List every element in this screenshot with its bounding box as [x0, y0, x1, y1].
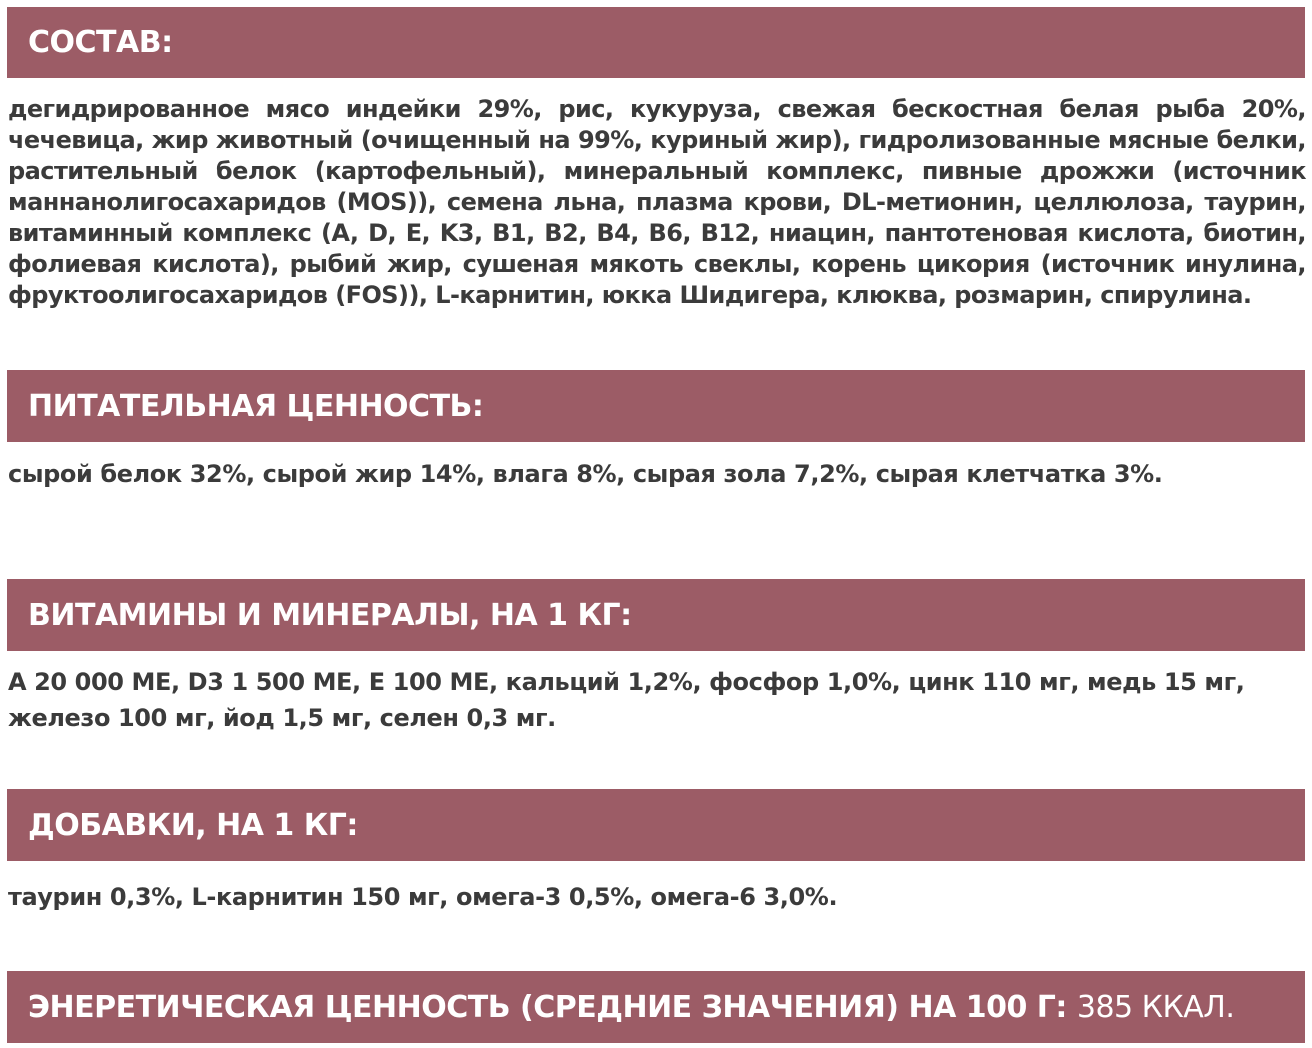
composition-text — [8, 94, 1306, 311]
composition-line: фолиевая кислота), рыбий жир, сушеная мякоть свеклы, корень цикория (источник инулина, — [8, 250, 1306, 278]
composition-line: витаминный комплекс (A, D, E, K3, B1, B2, B4, B6, B12, ниацин, пантотеновая кислота, биотин, — [8, 219, 1306, 247]
energy-header — [7, 971, 1305, 1043]
composition-line: фруктоолигосахаридов (FOS)), L-карнитин, юкка Шидигера, клюква, розмарин, спирулина. — [8, 281, 1252, 309]
nutrition-title: ПИТАТЕЛЬНАЯ ЦЕННОСТЬ: — [28, 388, 484, 424]
additives-header — [7, 789, 1305, 861]
nutrition-text: сырой белок 32%, сырой жир 14%, влага 8%, сырая зола 7,2%, сырая клетчатка 3%. — [8, 460, 1163, 488]
vitamins-title: ВИТАМИНЫ И МИНЕРАЛЫ, НА 1 КГ: — [28, 597, 632, 633]
vitamins-header — [7, 579, 1305, 651]
additives-text: таурин 0,3%, L-карнитин 150 мг, омега-3 0,5%, омега-6 3,0%. — [8, 883, 838, 911]
composition-header — [7, 7, 1305, 78]
nutrition-header — [7, 370, 1305, 442]
energy-value: 385 ККАЛ. — [1076, 989, 1235, 1025]
additives-title: ДОБАВКИ, НА 1 КГ: — [28, 807, 358, 843]
composition-line: растительный белок (картофельный), минеральный комплекс, пивные дрожжи (источник — [8, 157, 1306, 185]
composition-line: дегидрированное мясо индейки 29%, рис, кукуруза, свежая бескостная белая рыба 20%, — [8, 95, 1306, 123]
composition-line: чечевица, жир животный (очищенный на 99%, куриный жир), гидролизованные мясные белки, — [8, 126, 1306, 154]
composition-line: маннанолигосахаридов (MOS)), семена льна, плазма крови, DL-метионин, целлюлоза, таурин, — [8, 188, 1306, 216]
composition-title: СОСТАВ: — [28, 25, 173, 60]
energy-title: ЭНЕРЕТИЧЕСКАЯ ЦЕННОСТЬ (СРЕДНИЕ ЗНАЧЕНИЯ) НА 100 Г: — [28, 989, 1067, 1025]
vitamins-text: A 20 000 МЕ, D3 1 500 МЕ, E 100 МЕ, кальций 1,2%, фосфор 1,0%, цинк 110 мг, медь 15 мг, железо 100 мг, йод 1,5 мг, селен 0,3 мг. — [8, 668, 1245, 732]
